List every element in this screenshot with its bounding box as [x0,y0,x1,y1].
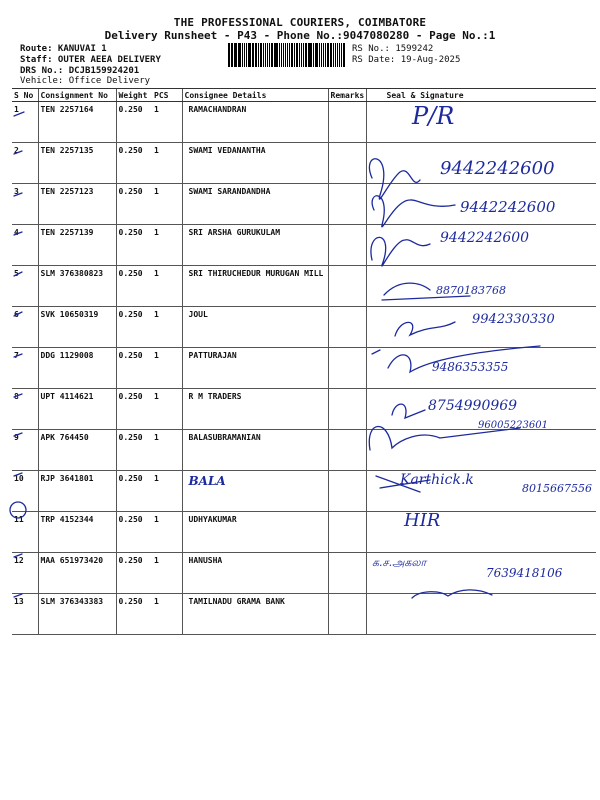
consignee-cell: TAMILNADU GRAMA BANK [182,594,328,635]
weight-cell: 0.250 [116,512,152,553]
consignee-cell: SWAMI VEDANANTHA [182,143,328,184]
weight-cell: 0.250 [116,471,152,512]
route-label: Route: KANUVAI 1 [20,44,107,54]
runsheet-subtitle: Delivery Runsheet - P43 - Phone No.:9047080280 - Page No.:1 [104,29,496,42]
pcs-cell: 1 [152,594,182,635]
weight-cell: 0.250 [116,594,152,635]
signature-scribble [372,196,455,227]
tick-mark [14,594,22,597]
consignment-cell: MAA 651973420 [38,553,116,594]
consignment-cell: TEN 2257135 [38,143,116,184]
col-pcs: PCS [152,89,182,102]
pcs-cell: 1 [152,102,182,143]
sno-cell: 10 [12,471,38,512]
consignment-cell: TEN 2257164 [38,102,116,143]
consignment-cell: DDG 1129008 [38,348,116,389]
weight-cell: 0.250 [116,225,152,266]
sno-cell: 2 [12,143,38,184]
consignment-cell: SLM 376343383 [38,594,116,635]
pcs-cell: 1 [152,225,182,266]
tick-mark [14,112,24,116]
consignee-cell: RAMACHANDRAN [182,102,328,143]
signature-phone: 7639418106 [486,566,563,580]
col-remarks: Remarks [328,89,366,102]
drs-label: DRS No.: DCJB159924201 [20,66,140,76]
weight-cell: 0.250 [116,102,152,143]
consignee-cell: JOUL [182,307,328,348]
weight-cell: 0.250 [116,348,152,389]
sno-cell: 3 [12,184,38,225]
signature-tamil: க.ச.அகலா [372,556,427,569]
signature-scribble [392,404,425,418]
signature-scribble [395,322,455,336]
tick-mark [14,312,22,316]
consignee-cell: BALASUBRAMANIAN [182,430,328,471]
signature-text: P/R [412,102,455,130]
signature-initials: HIR [404,510,441,531]
col-weight: Weight [116,89,152,102]
tick-mark [14,473,22,476]
consignee-cell: PATTURAJAN [182,348,328,389]
consignment-cell: TEN 2257123 [38,184,116,225]
sno-cell: 12 [12,553,38,594]
sno-cell: 9 [12,430,38,471]
consignee-cell: HANUSHA [182,553,328,594]
rs-number: RS No.: 1599242 [352,44,434,54]
pcs-cell: 1 [152,307,182,348]
tick-mark [14,193,22,196]
tick-mark [14,394,22,397]
sno-cell: 8 [12,389,38,430]
sno-cell: 11 [12,512,38,553]
weight-cell: 0.250 [116,266,152,307]
tick-mark [14,151,22,154]
pcs-cell: 1 [152,389,182,430]
signature-phone: 9442242600 [440,230,530,246]
pcs-cell: 1 [152,266,182,307]
col-signature: Seal & Signature [366,89,596,102]
signature-phone: 9486353355 [432,360,509,374]
rs-date: RS Date: 19-Aug-2025 [352,55,461,65]
consignee-cell: SWAMI SARANDANDHA [182,184,328,225]
weight-cell: 0.250 [116,143,152,184]
pcs-cell: 1 [152,471,182,512]
col-sno: S No [12,89,38,102]
tick-mark [14,354,22,357]
signature-scribble [371,237,430,266]
consignment-cell: TEN 2257139 [38,225,116,266]
signature-phone: 9442242600 [440,158,555,179]
pcs-cell: 1 [152,184,182,225]
tick-mark [14,433,22,436]
sno-cell: 7 [12,348,38,389]
signature-phone: 8015667556 [522,482,592,495]
signature-phone: 96005223601 [478,420,548,431]
weight-cell: 0.250 [116,430,152,471]
sno-cell: 5 [12,266,38,307]
consignment-cell: SVK 10650319 [38,307,116,348]
signature-phone: 9442242600 [460,198,556,216]
consignment-cell: APK 764450 [38,430,116,471]
consignee-cell: SRI THIRUCHEDUR MURUGAN MILL [182,266,328,307]
consignment-cell: RJP 3641801 [38,471,116,512]
pcs-cell: 1 [152,143,182,184]
consignment-cell: TRP 4152344 [38,512,116,553]
consignee-cell: UDHYAKUMAR [182,512,328,553]
sno-cell: 1 [12,102,38,143]
signature-scribble [412,590,492,598]
signature-name: Karthick.k [400,472,474,488]
pcs-cell: 1 [152,348,182,389]
tick-mark [14,554,22,557]
consignment-cell: SLM 376380823 [38,266,116,307]
company-title: THE PROFESSIONAL COURIERS, COIMBATORE [173,16,427,29]
signature-phone: 8870183768 [436,284,506,297]
weight-cell: 0.250 [116,553,152,594]
pcs-cell: 1 [152,430,182,471]
col-consignee: Consignee Details [182,89,328,102]
weight-cell: 0.250 [116,389,152,430]
pcs-cell: 1 [152,553,182,594]
consignment-cell: UPT 4114621 [38,389,116,430]
col-consignment: Consignment No [38,89,116,102]
staff-label: Staff: OUTER AEEA DELIVERY [20,55,161,65]
signature-scribble [369,159,420,199]
consignee-cell: SRI ARSHA GURUKULAM [182,225,328,266]
signature-phone: 8754990969 [428,398,518,414]
sno-cell: 13 [12,594,38,635]
weight-cell: 0.250 [116,184,152,225]
signature-phone: 9942330330 [472,312,555,327]
circle-mark [10,502,26,518]
vehicle-label: Vehicle: Office Delivery [20,76,151,86]
weight-cell: 0.250 [116,307,152,348]
tick-mark [14,272,22,276]
consignee-cell: BALA [182,471,328,512]
sno-cell: 4 [12,225,38,266]
tick-mark [14,232,22,235]
pcs-cell: 1 [152,512,182,553]
sno-cell: 6 [12,307,38,348]
consignee-cell: R M TRADERS [182,389,328,430]
